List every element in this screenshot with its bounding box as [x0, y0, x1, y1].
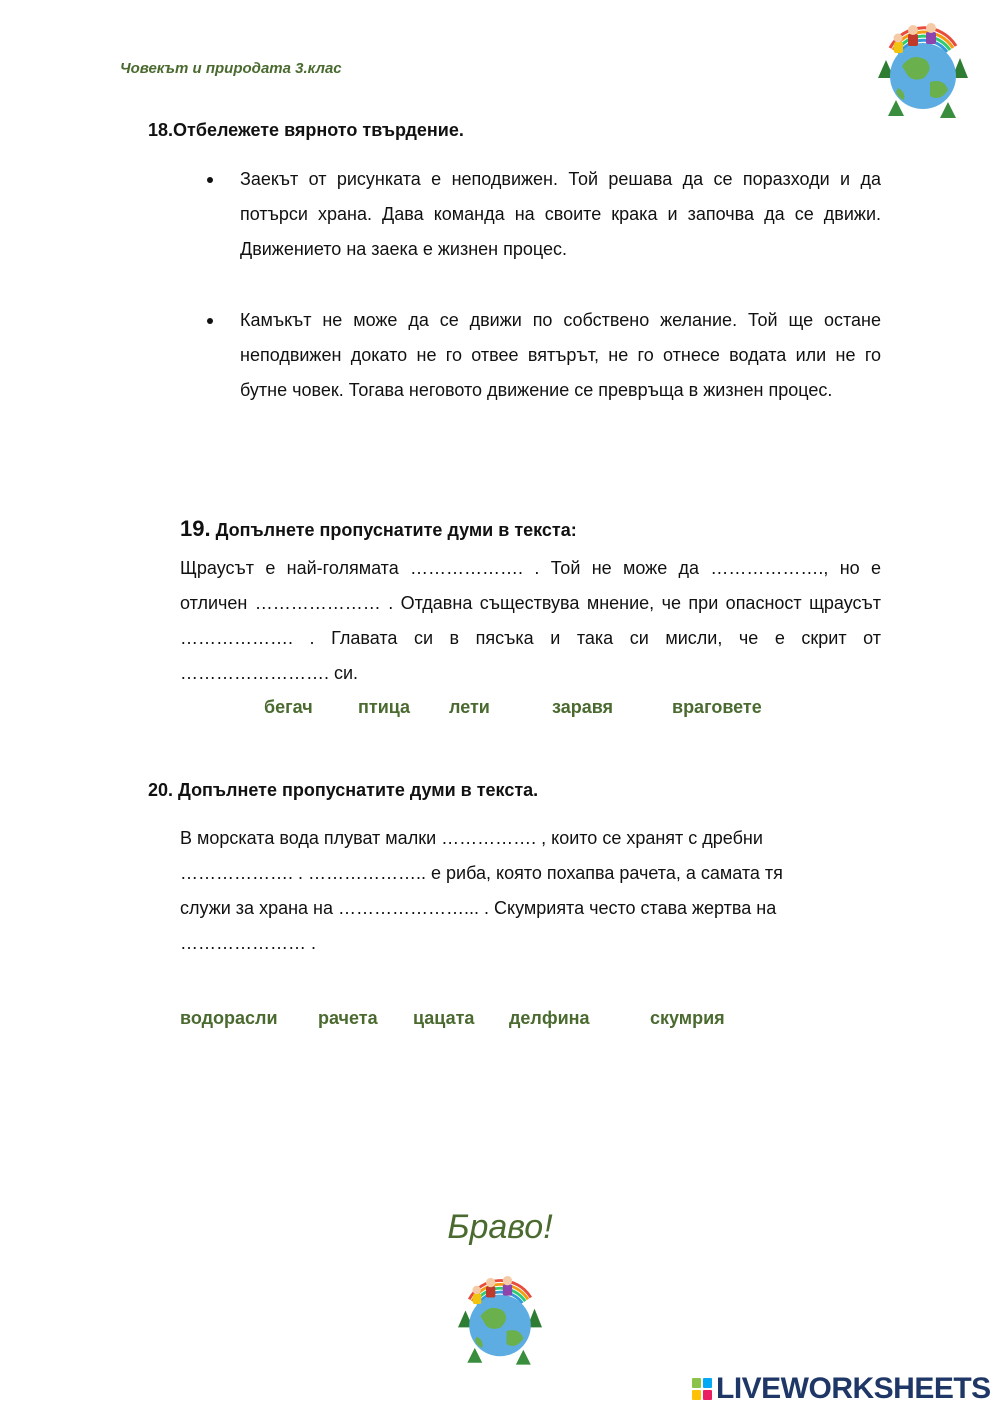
word-bank-item[interactable]: скумрия	[650, 1008, 725, 1028]
question-18-statement[interactable]: Заекът от рисунката е неподвижен. Той решава да се поразходи и да потърси храна. Дава команда на своите крака и започва да се движи. Движението на заека е жизнен процес.	[205, 162, 881, 267]
question-20-line: ………………… .	[180, 933, 317, 953]
word-bank-item[interactable]: лети	[449, 697, 490, 717]
worksheet-header-title: Човекът и природата 3.клас	[120, 60, 342, 77]
question-20-line: ………………. . ……………….. е риба, която похапва рачета, а самата тя	[180, 863, 783, 883]
question-19-text: Щраусът е най-голямата ………………. . Той не може да ………………., но е отличен ………………… . Отдавна съществува мнение, че при опасност щраусът ………………. . Главата си в пясъка и така си мисли, че е скрит от ……………………. си.	[180, 558, 881, 683]
word-bank-item[interactable]: бегач	[264, 697, 313, 717]
word-bank-item[interactable]: делфина	[509, 1008, 590, 1028]
question-20-line: В морската вода плуват малки ……………. , които се хранят с дребни	[180, 828, 763, 848]
word-bank-item[interactable]: цацата	[413, 1008, 475, 1028]
bullet-icon	[207, 318, 213, 324]
bravo-message: Браво!	[447, 1208, 553, 1246]
word-bank-item[interactable]: заравя	[552, 697, 614, 717]
earth-kids-icon	[868, 8, 978, 128]
question-20-title: 20. Допълнете пропуснатите думи в текста.	[148, 780, 539, 800]
question-18-statement[interactable]: Камъкът не може да се движи по собствено желание. Той ще остане неподвижен докато не го отвее вятърът, не го отнесе водата или не го бутне човек. Тогава неговото движение се превръща в жизнен процес.	[205, 303, 881, 408]
question-18-title: 18.Отбележете вярното твърдение.	[148, 120, 464, 140]
liveworksheets-blocks-icon	[692, 1378, 712, 1400]
word-bank-item[interactable]: водорасли	[180, 1008, 278, 1028]
bullet-icon	[207, 177, 213, 183]
question-20-line: служи за храна на …………………... . Скумрията често става жертва на	[180, 898, 777, 918]
liveworksheets-logo[interactable]	[692, 1372, 991, 1406]
question-20-text	[180, 821, 900, 961]
question-19-number: 19.	[180, 516, 211, 541]
question-19-word-bank	[0, 697, 1000, 721]
word-bank-item[interactable]: птица	[358, 697, 411, 717]
liveworksheets-brand-text: LIVEWORKSHEETS	[716, 1372, 991, 1405]
question-20-word-bank	[0, 1008, 1000, 1032]
earth-kids-icon	[440, 1262, 560, 1374]
question-18-statements	[205, 162, 881, 408]
question-19-instruction: Допълнете пропуснатите думи в текста:	[215, 520, 577, 540]
question-19-title	[180, 516, 577, 542]
word-bank-item[interactable]: враговете	[672, 697, 762, 717]
word-bank-item[interactable]: рачета	[318, 1008, 378, 1028]
